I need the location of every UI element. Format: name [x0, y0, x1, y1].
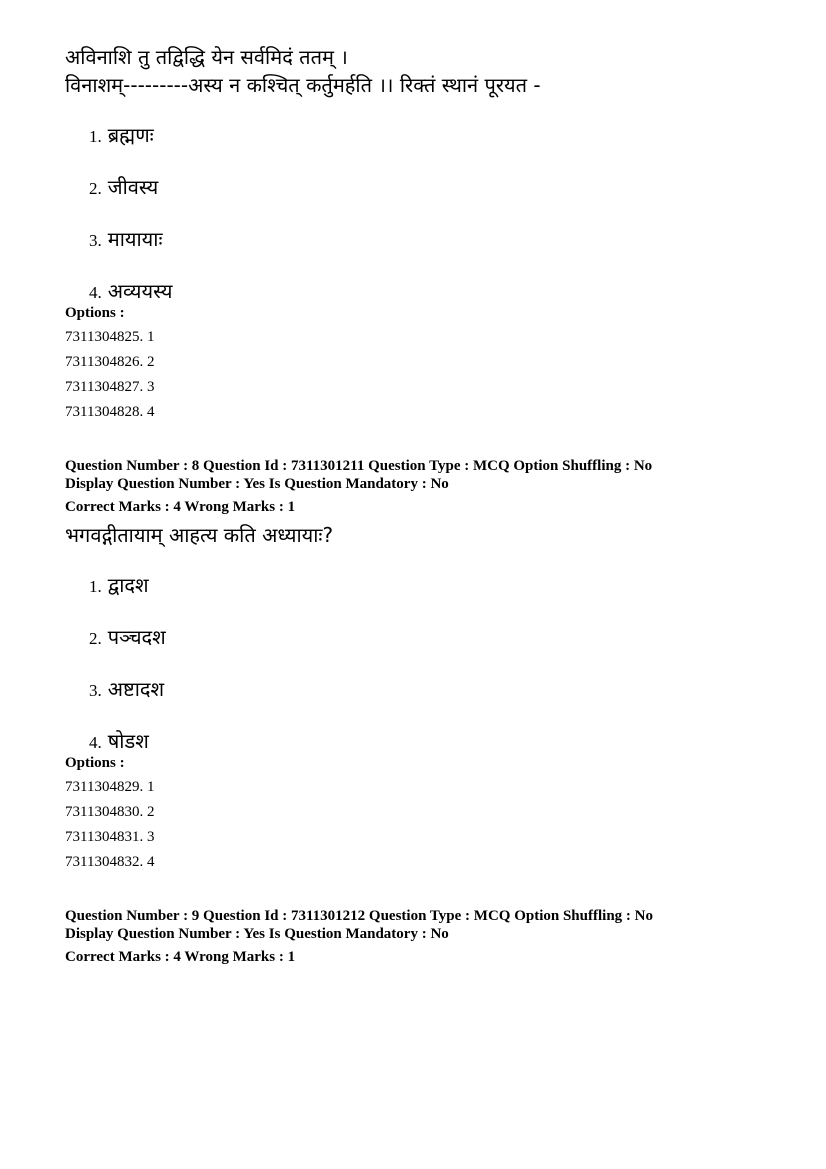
q8-choice-2 [89, 624, 166, 652]
choice-number: 1. [89, 127, 102, 146]
q8-options-label: Options : [65, 755, 125, 771]
choice-text: जीवस्य [107, 175, 159, 199]
q9-marks: Correct Marks : 4 Wrong Marks : 1 [65, 949, 296, 965]
q8-choice-1 [89, 572, 149, 600]
q7-option-id-1: 7311304825. 1 [65, 329, 155, 345]
choice-text: अव्ययस्य [107, 279, 173, 303]
choice-number: 4. [89, 283, 102, 302]
choice-text: ब्रह्मणः [107, 123, 154, 147]
q7-option-id-4: 7311304828. 4 [65, 404, 155, 420]
choice-number: 1. [89, 577, 102, 596]
q7-choice-1 [89, 122, 154, 150]
q7-stem-line-1: अविनाशि तु तद्विद्धि येन सर्वमिदं ततम् । [65, 45, 348, 69]
choice-number: 3. [89, 231, 102, 250]
q8-option-id-3: 7311304831. 3 [65, 829, 155, 845]
q7-stem-line-2: विनाशम्---------अस्य न कश्चित् कर्तुमर्हति ।। रिक्तं स्थानं पूरयत - [65, 73, 541, 97]
q8-stem: भगवद्गीतायाम् आहत्य कति अध्यायाः? [65, 523, 334, 547]
choice-number: 2. [89, 179, 102, 198]
choice-number: 4. [89, 733, 102, 752]
q8-marks: Correct Marks : 4 Wrong Marks : 1 [65, 499, 296, 515]
choice-text: द्वादश [107, 573, 149, 597]
q7-choice-4 [89, 278, 172, 306]
q7-choice-2 [89, 174, 158, 202]
q7-option-id-3: 7311304827. 3 [65, 379, 155, 395]
choice-text: षोडश [107, 729, 149, 753]
q8-meta-line-1: Question Number : 8 Question Id : 7311301211 Question Type : MCQ Option Shuffling : No [65, 458, 653, 474]
q8-option-id-2: 7311304830. 2 [65, 804, 155, 820]
q8-meta-line-2: Display Question Number : Yes Is Question Mandatory : No [65, 476, 449, 492]
q7-choice-3 [89, 226, 163, 254]
q8-choice-4 [89, 728, 149, 756]
q7-option-id-2: 7311304826. 2 [65, 354, 155, 370]
choice-text: पञ्चदश [107, 625, 166, 649]
q9-meta-line-1: Question Number : 9 Question Id : 7311301212 Question Type : MCQ Option Shuffling : No [65, 908, 653, 924]
choice-number: 3. [89, 681, 102, 700]
q8-option-id-4: 7311304832. 4 [65, 854, 155, 870]
q8-option-id-1: 7311304829. 1 [65, 779, 155, 795]
choice-number: 2. [89, 629, 102, 648]
q8-choice-3 [89, 676, 164, 704]
q7-options-label: Options : [65, 305, 125, 321]
choice-text: अष्टादश [107, 677, 165, 701]
q9-meta-line-2: Display Question Number : Yes Is Question Mandatory : No [65, 926, 449, 942]
choice-text: मायायाः [107, 227, 163, 251]
